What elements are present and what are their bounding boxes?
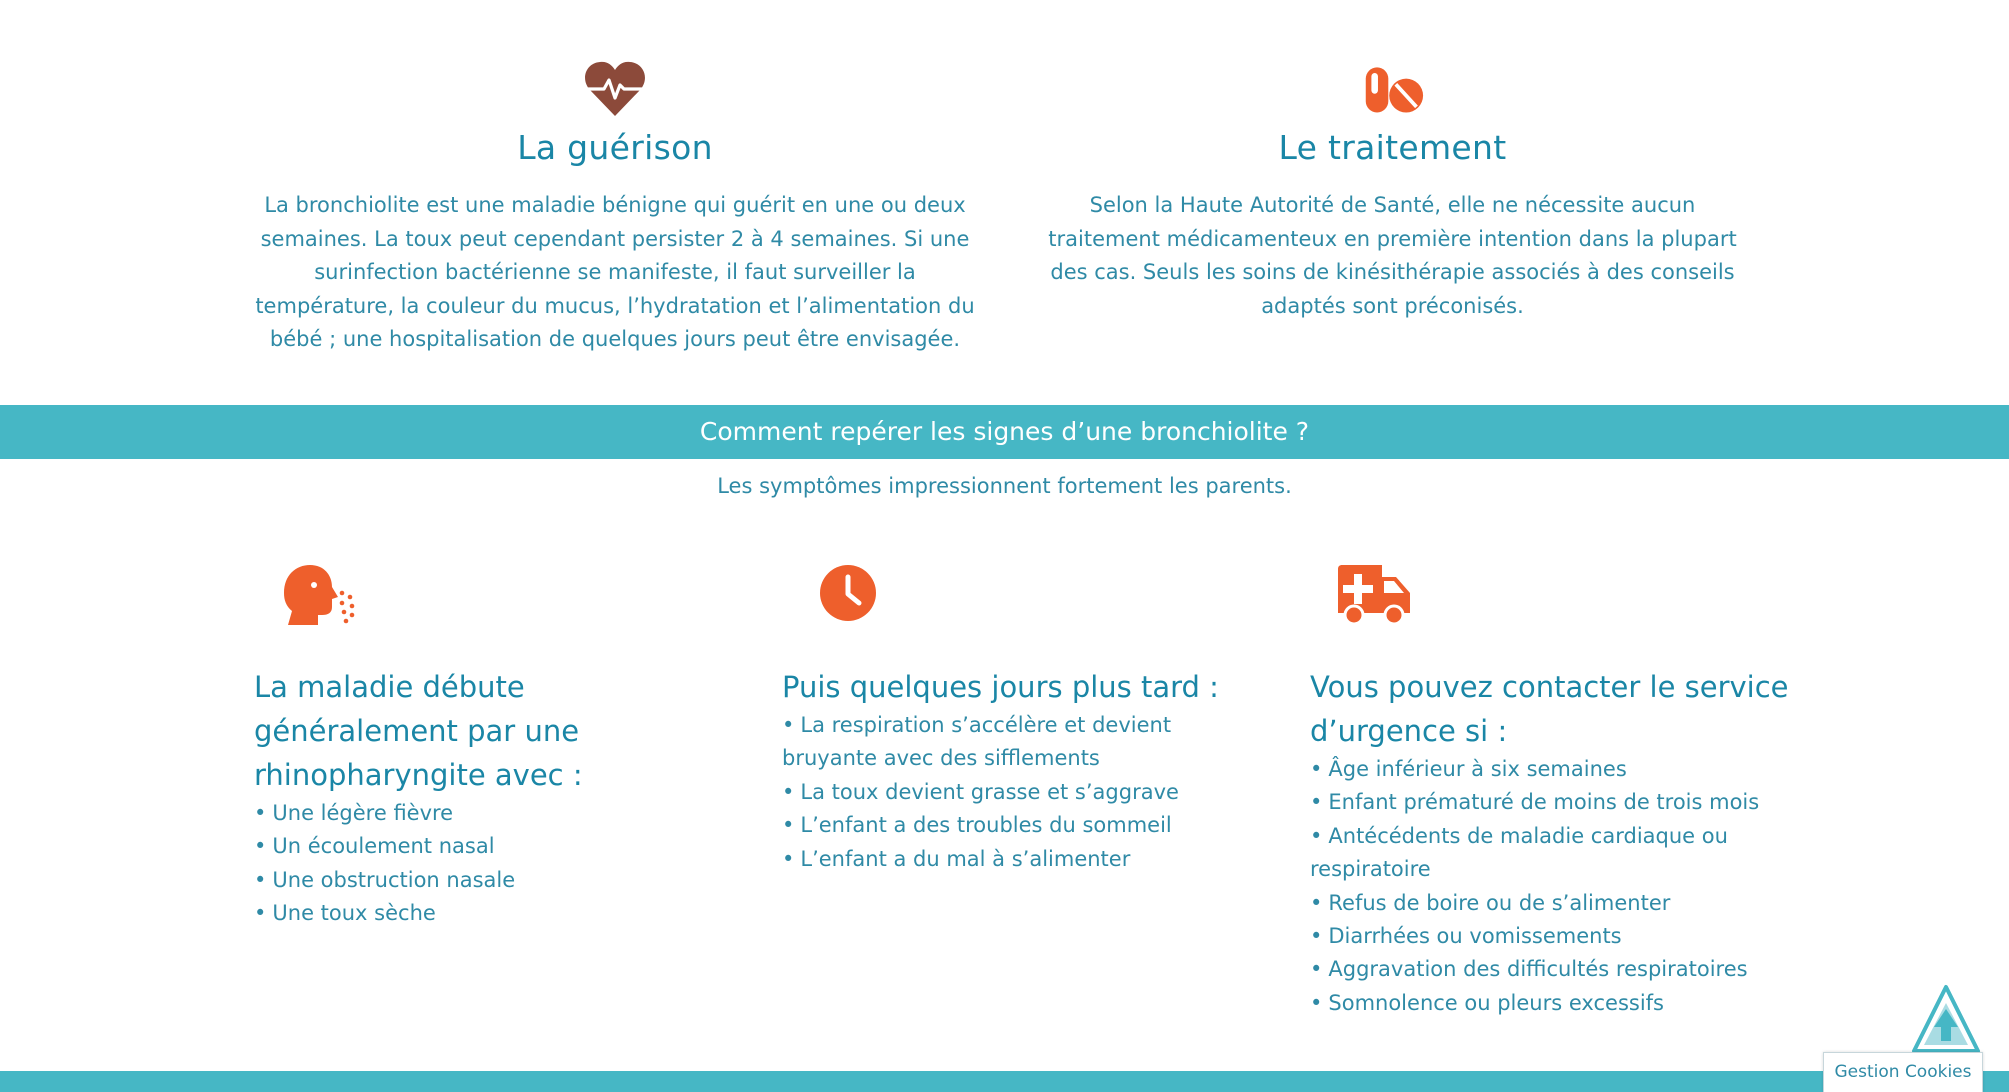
column-title: Puis quelques jours plus tard :	[782, 670, 1219, 704]
icon-wrapper	[280, 563, 724, 629]
list-item: • Aggravation des difficultés respiratoires	[1310, 953, 1790, 986]
list-item: • Âge inférieur à six semaines	[1310, 753, 1790, 786]
scroll-to-top-button[interactable]	[1910, 983, 1982, 1057]
symptoms-column-later	[782, 563, 1252, 876]
list-item: • L’enfant a du mal à s’alimenter	[782, 843, 1252, 876]
urgency-list	[1310, 753, 1790, 1020]
section-guerison	[240, 0, 990, 357]
column-title: La maladie débute généralement par une rhinopharyngite avec :	[254, 670, 583, 792]
symptom-list	[254, 797, 724, 931]
list-item: • Enfant prématuré de moins de trois mois	[1310, 786, 1790, 819]
pills-icon	[1362, 60, 1424, 118]
urgency-column	[1310, 563, 1790, 1020]
list-item: • Une toux sèche	[254, 897, 724, 930]
section-band-next	[0, 1071, 2009, 1092]
icon-wrapper	[818, 563, 1252, 629]
list-item: • La toux devient grasse et s’aggrave	[782, 776, 1252, 809]
list-item: • Antécédents de maladie cardiaque ou respiratoire	[1310, 820, 1790, 887]
coughing-head-icon	[280, 563, 356, 627]
list-item: • L’enfant a des troubles du sommeil	[782, 809, 1252, 842]
list-item: • Une obstruction nasale	[254, 864, 724, 897]
list-item: • Refus de boire ou de s’alimenter	[1310, 887, 1790, 920]
section-band-signes: Comment repérer les signes d’une bronchiolite ?	[0, 405, 2009, 459]
icon-wrapper	[1336, 563, 1790, 629]
list-item: • Diarrhées ou vomissements	[1310, 920, 1790, 953]
section-text: Selon la Haute Autorité de Santé, elle ne nécessite aucun traitement médicamenteux en première intention dans la plupart des cas. Seuls les soins de kinésithérapie associés à des conseils adaptés sont préconisés.	[1048, 193, 1737, 318]
cookie-settings-button[interactable]: Gestion Cookies	[1823, 1052, 1983, 1092]
arrow-up-icon	[1910, 983, 1982, 1057]
symptoms-column-start	[254, 563, 724, 931]
clock-icon	[818, 563, 878, 623]
top-sections	[0, 0, 2009, 405]
section-title: Le traitement	[1278, 128, 1507, 167]
section-title: La guérison	[517, 128, 713, 167]
list-item: • La respiration s’accélère et devient bruyante avec des sifflements	[782, 709, 1252, 776]
heart-pulse-icon	[584, 60, 646, 118]
section-traitement	[1030, 0, 1755, 323]
ambulance-icon	[1336, 563, 1412, 625]
section-subtitle: Les symptômes impressionnent fortement les parents.	[717, 474, 1292, 498]
symptom-list	[782, 709, 1252, 876]
column-title: Vous pouvez contacter le service d’urgence si :	[1310, 670, 1789, 748]
list-item: • Un écoulement nasal	[254, 830, 724, 863]
list-item: • Une légère fièvre	[254, 797, 724, 830]
section-text: La bronchiolite est une maladie bénigne qui guérit en une ou deux semaines. La toux peut cependant persister 2 à 4 semaines. Si une surinfection bactérienne se manifeste, il faut surveiller la température, la couleur du mucus, l’hydratation et l’alimentation du bébé ; une hospitalisation de quelques jours peut être envisagée.	[255, 193, 975, 351]
list-item: • Somnolence ou pleurs excessifs	[1310, 987, 1790, 1020]
